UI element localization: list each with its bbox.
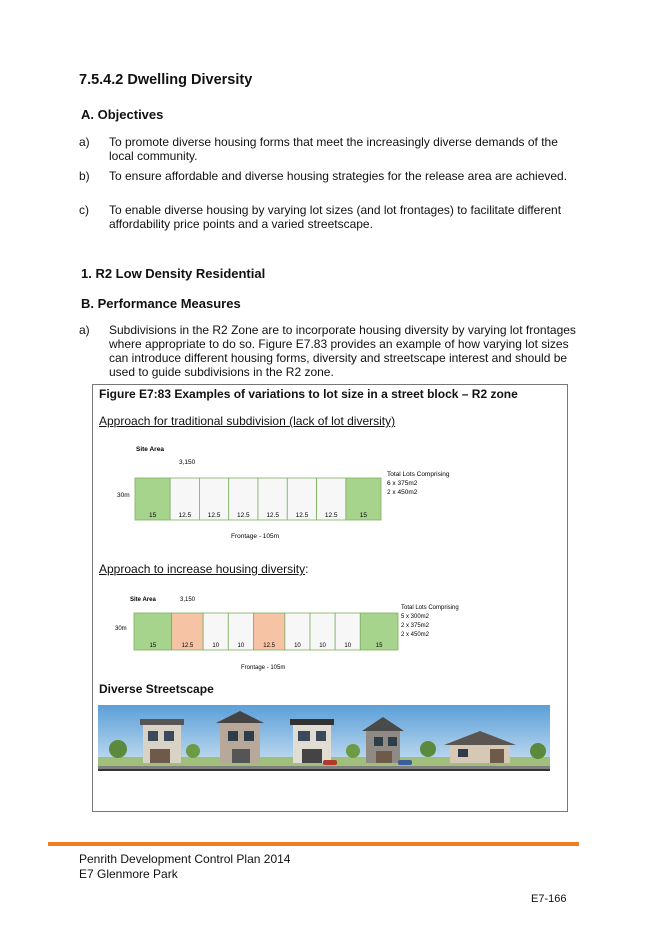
lot-frontage-label: 10	[237, 643, 245, 649]
objective-text: To enable diverse housing by varying lot sizes (and lot frontages) to facilitate different affordability price points and a varied streetscape.	[109, 203, 562, 231]
objective-text: To promote diverse housing forms that meet the increasingly diverse demands of the local community.	[109, 135, 558, 163]
traditional-lot-diagram	[93, 446, 567, 541]
zone-heading: 1. R2 Low Density Residential	[81, 266, 266, 281]
streetscape-illustration	[98, 705, 550, 771]
diversity-heading-text: Approach to increase housing diversity	[99, 562, 306, 576]
lot-frontage-label: 15	[148, 512, 157, 519]
objective-label: c)	[79, 203, 89, 217]
site-area-label: Site Area	[136, 446, 164, 453]
lot-frontage-label: 10	[212, 643, 220, 649]
totals-line: 5 x 300m2	[401, 614, 430, 620]
page-number: E7-166	[531, 893, 567, 905]
lot-frontage-label: 12.5	[295, 512, 309, 519]
frontage-label: Frontage - 105m	[231, 533, 280, 540]
totals-line: 2 x 450m2	[401, 632, 430, 638]
objectives-heading: A. Objectives	[81, 107, 164, 122]
lot-frontage-label: 12.5	[237, 512, 250, 519]
performance-heading: B. Performance Measures	[81, 296, 241, 311]
lot-frontage-label: 12.5	[178, 512, 192, 519]
objective-text: To ensure affordable and diverse housing strategies for the release area are achieved.	[109, 169, 568, 183]
site-area-label: Site Area	[130, 597, 156, 603]
totals-line: 2 x 375m2	[401, 623, 430, 629]
lot-frontage-label: 12.5	[324, 512, 338, 519]
frontage-label: Frontage - 105m	[241, 665, 286, 671]
section-title: 7.5.4.2 Dwelling Diversity	[79, 72, 253, 88]
site-area-value: 3,150	[179, 459, 196, 466]
diversity-lot-diagram	[93, 590, 567, 676]
figure-title: Figure E7:83 Examples of variations to lot size in a street block – R2 zone	[99, 387, 518, 401]
lot-frontage-label: 12.5	[263, 643, 275, 649]
footer-section-name: E7 Glenmore Park	[79, 867, 178, 881]
lot-frontage-label: 12.5	[181, 643, 194, 649]
streetscape-heading: Diverse Streetscape	[99, 682, 214, 696]
lot-row	[135, 478, 381, 520]
depth-label: 30m	[117, 492, 130, 499]
totals-title: Total Lots Comprising	[401, 605, 459, 611]
lot-frontage-label: 15	[375, 643, 383, 649]
site-area-value: 3,150	[180, 597, 196, 603]
lot-frontage-label: 15	[359, 512, 368, 519]
lot-frontage-label: 12.5	[207, 512, 221, 519]
lot-frontage-label: 10	[319, 643, 326, 649]
lot-row	[134, 613, 398, 650]
lot-frontage-label: 10	[344, 643, 352, 649]
figure-e7-83	[92, 384, 568, 812]
totals-line: 2 x 450m2	[387, 489, 418, 496]
footer-divider	[48, 842, 579, 846]
traditional-heading: Approach for traditional subdivision (lack of lot diversity)	[99, 414, 396, 428]
totals-title: Total Lots Comprising	[387, 471, 450, 478]
lot-frontage-label: 12.5	[266, 512, 279, 519]
performance-text: Subdivisions in the R2 Zone are to incorporate housing diversity by varying lot frontages where appropriate to do so. Figure E7.83 provides an example of how varying lot sizes can introduce different housing forms, diversity and streetscape interest and should be used to guide subdivisions in the R2 zone.	[109, 323, 576, 379]
footer-document-title: Penrith Development Control Plan 2014	[79, 852, 291, 866]
performance-label: a)	[79, 323, 90, 337]
depth-label: 30m	[115, 626, 127, 632]
lot-frontage-label: 10	[294, 643, 301, 649]
objective-label: b)	[79, 169, 90, 183]
lot-frontage-label: 15	[149, 643, 157, 649]
objective-label: a)	[79, 135, 90, 149]
totals-line: 6 x 375m2	[387, 480, 418, 487]
diversity-heading	[99, 562, 308, 576]
diversity-heading-colon: :	[305, 562, 309, 576]
